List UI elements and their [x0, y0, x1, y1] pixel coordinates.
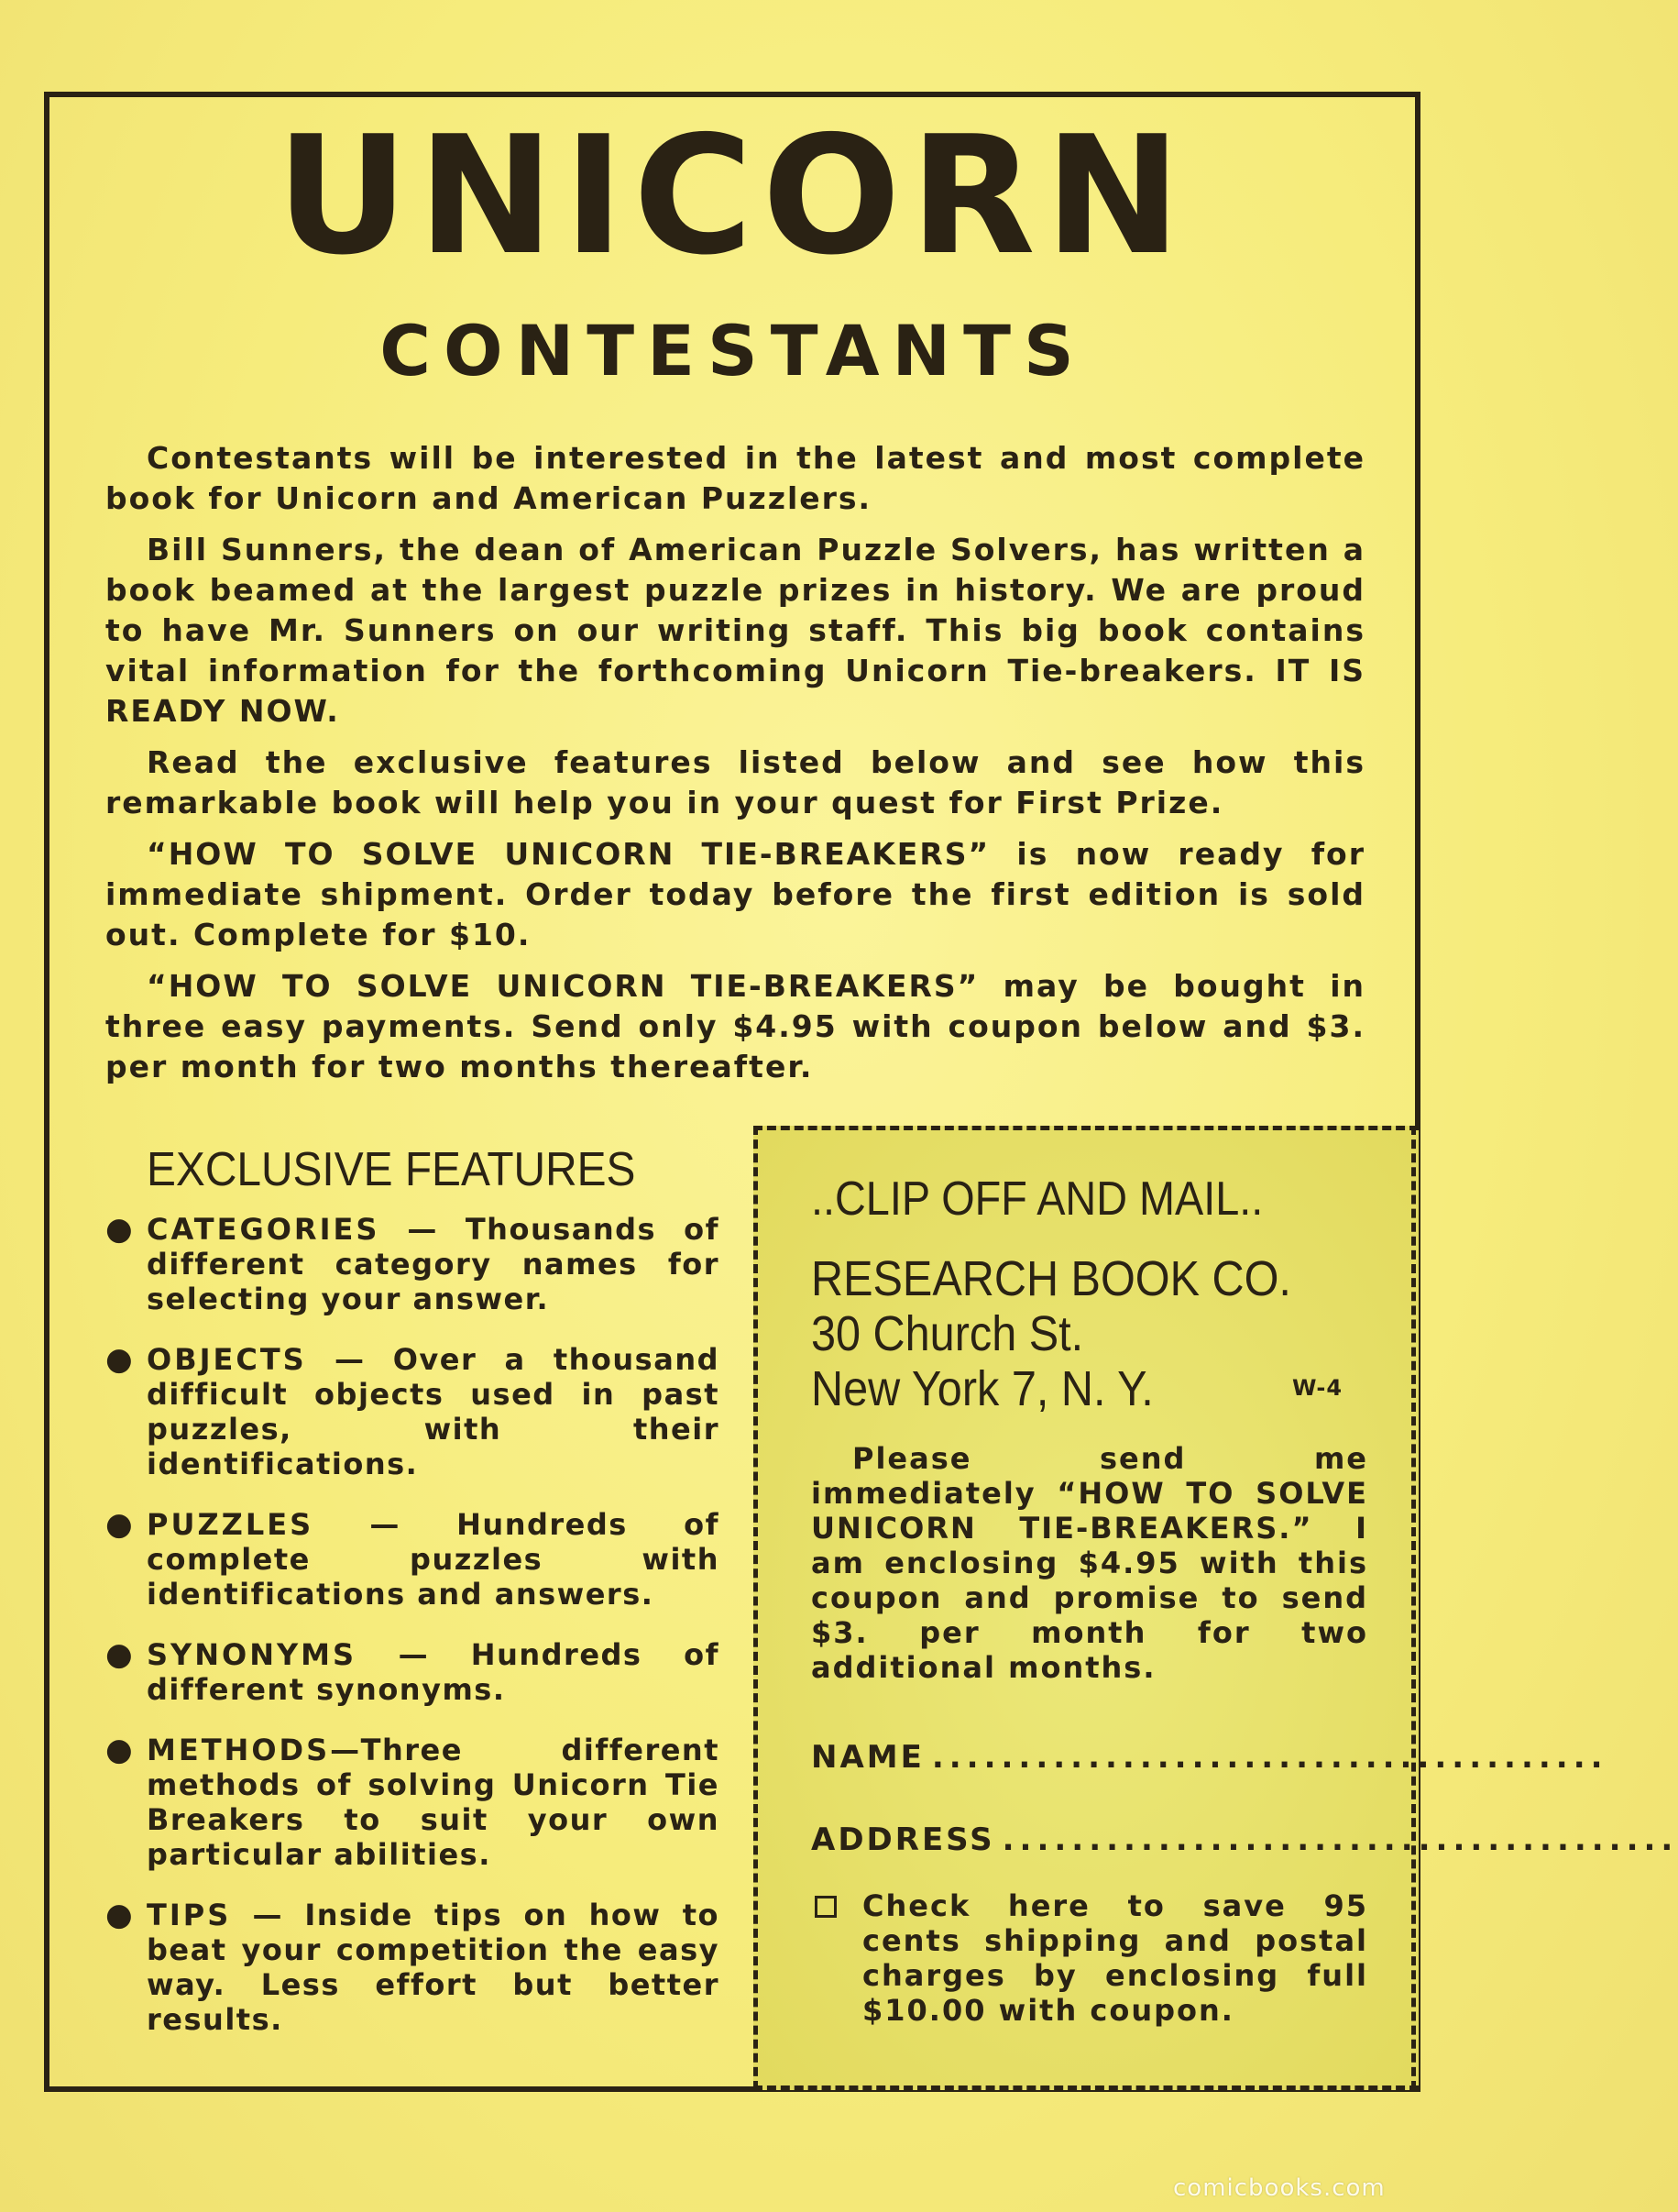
name-label: NAME: [811, 1739, 925, 1776]
features-list: [105, 1143, 719, 2063]
bullet-icon: ●: [105, 1732, 133, 1768]
ad-title: UNICORN: [276, 101, 1190, 291]
full-payment-option[interactable]: [811, 1888, 1368, 2028]
feature-name: TIPS: [147, 1898, 232, 1932]
coupon-cut-line-right: [1411, 1126, 1416, 2090]
mailing-address: [811, 1251, 1291, 1416]
feature-description: — Thousands of different category names for selecting your answer.: [147, 1212, 719, 1316]
bullet-icon: ●: [105, 1636, 133, 1673]
order-text: Please send me immediately “HOW TO SOLVE UNICORN TIE-BREAKERS.” I am enclosing $4.95 with this coupon and promise to send $3. per month for two additional months.: [811, 1441, 1368, 1685]
intro-paragraph: Read the exclusive features listed below and see how this remarkable book will help you in your quest for First Prize.: [105, 744, 1365, 820]
company-name: RESEARCH BOOK CO.: [811, 1251, 1291, 1306]
feature-item: [105, 1898, 719, 2037]
address-input-line[interactable]: .......................................: [1002, 1821, 1678, 1858]
coupon-cut-line-bottom: [753, 2085, 1419, 2090]
feature-name: PUZZLES: [147, 1507, 314, 1542]
watermark: comicbooks.com: [1173, 2174, 1386, 2202]
coupon-code: W-4: [1292, 1375, 1343, 1401]
feature-description: — Inside tips on how to beat your competition the easy way. Less effort but better results.: [147, 1898, 719, 2037]
feature-description: — Hundreds of complete puzzles with identifications and answers.: [147, 1507, 719, 1612]
feature-description: —Three different methods of solving Unicorn Tie Breakers to suit your own particular abilities.: [147, 1733, 719, 1872]
feature-name: SYNONYMS: [147, 1637, 357, 1672]
clip-label: ..CLIP OFF AND MAIL..: [811, 1172, 1264, 1226]
feature-description: — Over a thousand difficult objects used in past puzzles, with their identifications.: [147, 1342, 719, 1481]
feature-item: [105, 1733, 719, 1872]
features-heading: EXCLUSIVE FEATURES: [147, 1143, 636, 1196]
city-address: New York 7, N. Y.: [811, 1361, 1154, 1416]
feature-item: [105, 1507, 719, 1612]
intro-paragraph: Contestants will be interested in the latest and most complete book for Unicorn and American Puzzlers.: [105, 440, 1365, 516]
feature-item: [105, 1637, 719, 1707]
intro-paragraph: Bill Sunners, the dean of American Puzzle Solvers, has written a book beamed at the largest puzzle prizes in history. We are proud to have Mr. Sunners on our writing staff. This big book contains vital information for the forthcoming Unicorn Tie-breakers. IT IS READY NOW.: [105, 532, 1365, 729]
feature-description: — Hundreds of different synonyms.: [147, 1637, 719, 1707]
intro-text: [105, 438, 1365, 1098]
feature-item: [105, 1212, 719, 1316]
bullet-icon: ●: [105, 1211, 133, 1248]
intro-paragraph: “HOW TO SOLVE UNICORN TIE-BREAKERS” is now ready for immediate shipment. Order today before the first edition is sold out. Complete for $10.: [105, 836, 1365, 952]
full-payment-checkbox[interactable]: [815, 1896, 837, 1918]
bullet-icon: ●: [105, 1506, 133, 1543]
bullet-icon: ●: [105, 1897, 133, 1933]
street-address: 30 Church St.: [811, 1306, 1084, 1361]
address-field[interactable]: [811, 1821, 1678, 1858]
full-payment-text: Check here to save 95 cents shipping and postal charges by enclosing full $10.00 with coupon.: [862, 1888, 1368, 2028]
address-label: ADDRESS: [811, 1821, 995, 1858]
feature-name: CATEGORIES: [147, 1212, 380, 1247]
feature-item: [105, 1342, 719, 1481]
intro-paragraph: “HOW TO SOLVE UNICORN TIE-BREAKERS” may be bought in three easy payments. Send only $4.95 with coupon below and $3. per month for two months thereafter.: [105, 968, 1365, 1084]
name-field[interactable]: [811, 1739, 1608, 1776]
feature-name: OBJECTS: [147, 1342, 307, 1377]
ad-subtitle: CONTESTANTS: [379, 310, 1087, 391]
name-input-line[interactable]: .......................................: [931, 1739, 1608, 1776]
feature-name: METHODS: [147, 1733, 331, 1767]
bullet-icon: ●: [105, 1341, 133, 1378]
